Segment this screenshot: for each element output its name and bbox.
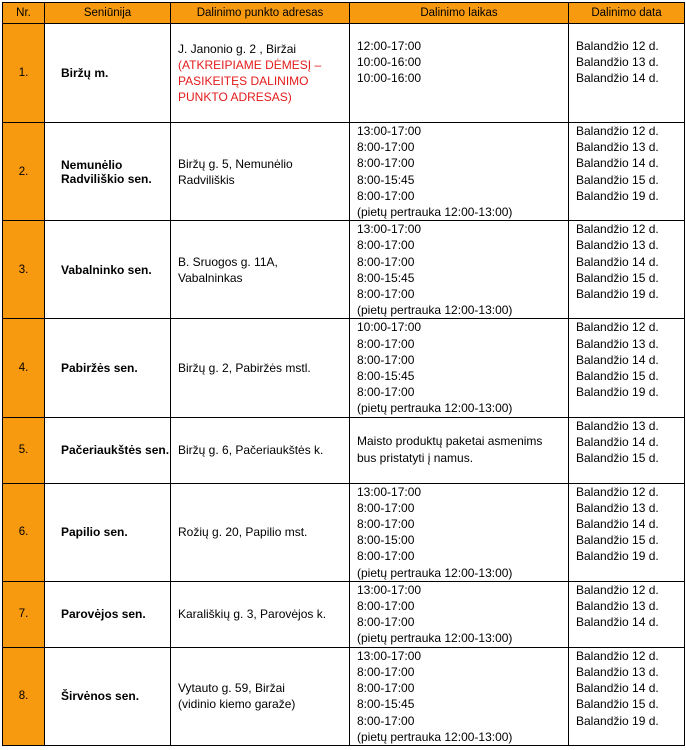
cell-line: 8:00-15:45 [357, 369, 415, 384]
address-cell [171, 123, 350, 221]
cell-line: 8:00-17:00 [357, 254, 415, 269]
cell-line: 13:00-17:00 [357, 648, 422, 663]
cell-line: 8:00-17:00 [357, 336, 415, 351]
seniunija-cell: Širvėnos sen. [45, 647, 171, 745]
cell-line: Biržų g. 6, Pačeriaukštės k. [178, 443, 324, 458]
cell-line: 8:00-17:00 [357, 140, 415, 155]
cell-line: (pietų pertrauka 12:00-13:00) [357, 401, 513, 416]
cell-line: 10:00-16:00 [357, 55, 422, 70]
cell-line: 8:00-17:00 [357, 599, 415, 614]
cell-line: (pietų pertrauka 12:00-13:00) [357, 631, 513, 646]
cell-line: 8:00-17:00 [357, 385, 415, 400]
cell-line: Balandžio 14 d. [576, 615, 659, 630]
time-cell [350, 123, 569, 221]
header-seniunija: Seniūnija [45, 3, 171, 24]
cell-line: 8:00-17:00 [357, 713, 415, 728]
cell-line: PUNKTO ADRESAS) [178, 90, 292, 104]
time-cell [350, 417, 569, 483]
cell-line: Balandžio 13 d. [576, 500, 659, 515]
address-cell [171, 483, 350, 581]
cell-line: Rožių g. 20, Papilio mst. [178, 525, 308, 540]
cell-line: 13:00-17:00 [357, 222, 422, 237]
cell-line: Balandžio 12 d. [576, 222, 659, 237]
cell-line: 8:00-15:45 [357, 697, 415, 712]
cell-line: Vabalninkas [178, 270, 243, 285]
cell-line: (vidinio kiemo garaže) [178, 697, 296, 712]
date-cell [569, 319, 685, 417]
cell-line: (pietų pertrauka 12:00-13:00) [357, 303, 513, 318]
cell-line: B. Sruogos g. 11A, [178, 254, 278, 269]
cell-line: (pietų pertrauka 12:00-13:00) [357, 729, 513, 744]
cell-line: Balandžio 19 d. [576, 713, 659, 728]
cell-line: Balandžio 14 d. [576, 254, 659, 269]
cell-line: Biržų g. 2, Pabiržės mstl. [178, 361, 311, 376]
cell-line: PASIKEITĘS DALINIMO [178, 74, 309, 88]
address-cell [171, 647, 350, 745]
date-cell [569, 221, 685, 319]
cell-line: 8:00-17:00 [357, 287, 415, 302]
cell-line: (pietų pertrauka 12:00-13:00) [357, 205, 513, 220]
row-number: 1. [3, 24, 45, 123]
cell-line: 8:00-15:00 [357, 533, 415, 548]
seniunija-cell [45, 123, 171, 221]
cell-line: 8:00-17:00 [357, 352, 415, 367]
header-row [3, 3, 685, 24]
distribution-table [2, 2, 685, 746]
cell-line: Balandžio 14 d. [576, 352, 659, 367]
cell-line: 8:00-17:00 [357, 238, 415, 253]
cell-line: Balandžio 12 d. [576, 124, 659, 138]
cell-line: Balandžio 12 d. [576, 582, 659, 597]
header-data: Dalinimo data [569, 3, 685, 24]
cell-line: Balandžio 15 d. [576, 172, 659, 187]
cell-line: J. Janonio g. 2 , Biržai [178, 42, 297, 56]
date-cell [569, 417, 685, 483]
cell-line: 13:00-17:00 [357, 124, 422, 138]
address-cell [171, 221, 350, 319]
row-number: 2. [3, 123, 45, 221]
table-row [3, 24, 685, 123]
cell-line: Balandžio 15 d. [576, 533, 659, 548]
row-number: 7. [3, 581, 45, 647]
cell-line: Balandžio 13 d. [576, 55, 659, 70]
row-number: 4. [3, 319, 45, 417]
cell-line: Balandžio 14 d. [576, 156, 659, 171]
cell-line: Balandžio 13 d. [576, 140, 659, 155]
date-cell [569, 581, 685, 647]
cell-line: Balandžio 19 d. [576, 549, 659, 564]
cell-line: Balandžio 15 d. [576, 270, 659, 285]
address-cell [171, 319, 350, 417]
cell-line: 8:00-17:00 [357, 500, 415, 515]
cell-line: Balandžio 14 d. [576, 517, 659, 532]
time-cell [350, 581, 569, 647]
cell-line: Vytauto g. 59, Biržai [178, 681, 285, 696]
cell-line: (ATKREIPIAME DĖMESĮ – [178, 58, 322, 72]
cell-line: 8:00-17:00 [357, 615, 415, 630]
cell-line: 8:00-17:00 [357, 517, 415, 532]
cell-line: Karališkių g. 3, Parovėjos k. [178, 607, 327, 622]
seniunija-cell: Parovėjos sen. [45, 581, 171, 647]
time-cell [350, 221, 569, 319]
cell-line: Balandžio 14 d. [576, 434, 659, 449]
cell-line: 8:00-17:00 [357, 665, 415, 680]
cell-line: Radviliškio sen. [61, 171, 152, 186]
cell-line: 8:00-17:00 [357, 549, 415, 564]
cell-line: Balandžio 19 d. [576, 287, 659, 302]
cell-line: Balandžio 13 d. [576, 599, 659, 614]
cell-line: Balandžio 19 d. [576, 188, 659, 203]
table-row [3, 221, 685, 319]
table-row [3, 581, 685, 647]
header-laikas: Dalinimo laikas [350, 3, 569, 24]
row-number: 3. [3, 221, 45, 319]
cell-line: Balandžio 14 d. [576, 681, 659, 696]
cell-line: Balandžio 15 d. [576, 697, 659, 712]
table-row [3, 647, 685, 745]
header-nr: Nr. [3, 3, 45, 24]
table-row [3, 417, 685, 483]
seniunija-cell: Vabalninko sen. [45, 221, 171, 319]
cell-line: 13:00-17:00 [357, 484, 422, 499]
time-cell [350, 24, 569, 123]
cell-line: (pietų pertrauka 12:00-13:00) [357, 565, 513, 580]
cell-line: 10:00-17:00 [357, 320, 422, 335]
cell-line: 8:00-15:45 [357, 172, 415, 187]
cell-line: Balandžio 13 d. [576, 336, 659, 351]
table-row [3, 483, 685, 581]
cell-line: 8:00-17:00 [357, 681, 415, 696]
table-row [3, 319, 685, 417]
seniunija-cell: Papilio sen. [45, 483, 171, 581]
cell-line: Maisto produktų paketai asmenims [357, 434, 543, 449]
cell-line: Balandžio 13 d. [576, 238, 659, 253]
cell-line: Balandžio 14 d. [576, 71, 659, 86]
cell-line: Balandžio 15 d. [576, 369, 659, 384]
cell-line: Balandžio 13 d. [576, 665, 659, 680]
time-cell [350, 319, 569, 417]
row-number: 5. [3, 417, 45, 483]
date-cell [569, 483, 685, 581]
cell-line: 8:00-15:45 [357, 270, 415, 285]
cell-line: bus pristatyti į namus. [357, 451, 474, 466]
seniunija-cell: Pačeriaukštės sen. [45, 417, 171, 483]
cell-line: Balandžio 15 d. [576, 451, 659, 466]
date-cell [569, 647, 685, 745]
table-row [3, 123, 685, 221]
seniunija-cell: Pabiržės sen. [45, 319, 171, 417]
cell-line: Balandžio 12 d. [576, 320, 659, 335]
seniunija-cell: Biržų m. [45, 24, 171, 123]
time-cell [350, 483, 569, 581]
address-cell [171, 417, 350, 483]
cell-line: Nemunėlio [61, 157, 123, 172]
cell-line: 13:00-17:00 [357, 582, 422, 597]
date-cell [569, 24, 685, 123]
cell-line: 8:00-17:00 [357, 188, 415, 203]
date-cell [569, 123, 685, 221]
cell-line: Balandžio 12 d. [576, 39, 659, 53]
address-cell [171, 581, 350, 647]
cell-line: Balandžio 12 d. [576, 648, 659, 663]
cell-line: Radviliškis [178, 172, 235, 187]
cell-line: Biržų g. 5, Nemunėlio [178, 156, 293, 171]
row-number: 6. [3, 483, 45, 581]
header-adresas: Dalinimo punkto adresas [171, 3, 350, 24]
cell-line: 8:00-17:00 [357, 156, 415, 171]
cell-line: 10:00-16:00 [357, 71, 422, 86]
time-cell [350, 647, 569, 745]
cell-line: Balandžio 12 d. [576, 484, 659, 499]
row-number: 8. [3, 647, 45, 745]
cell-line: 12:00-17:00 [357, 39, 422, 53]
cell-line: Balandžio 13 d. [576, 418, 659, 433]
cell-line: Balandžio 19 d. [576, 385, 659, 400]
address-cell [171, 24, 350, 123]
